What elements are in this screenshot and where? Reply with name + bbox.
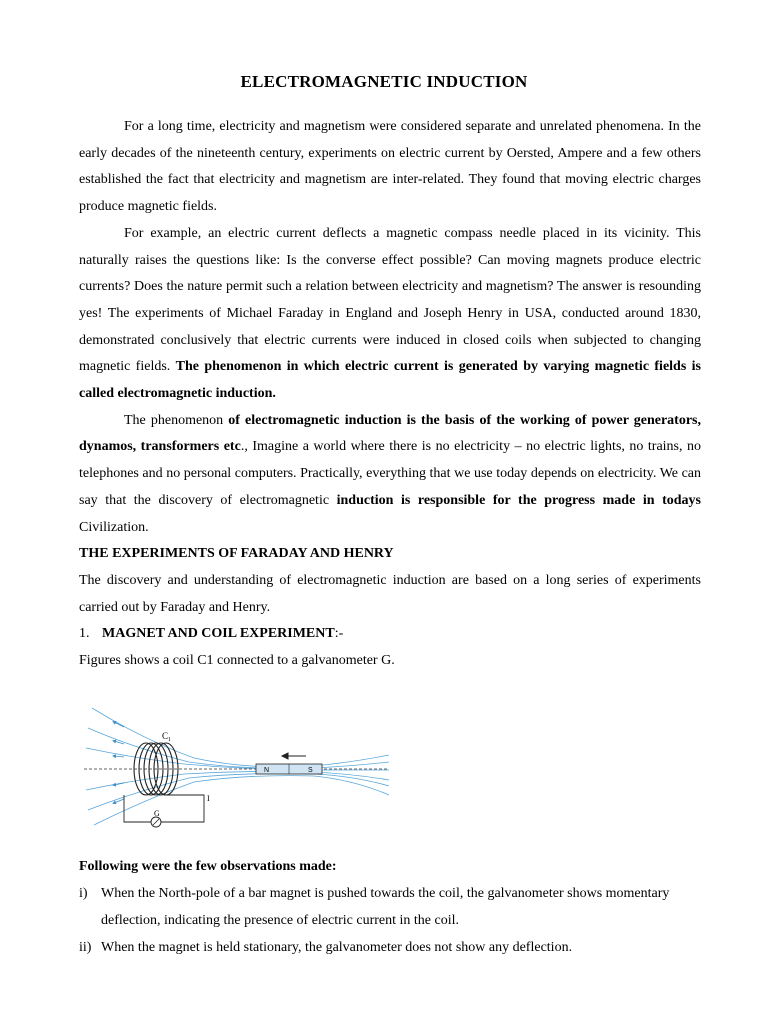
applications-bold-d: induction is responsible for the progress made in todays <box>336 492 701 508</box>
list-marker: ii) <box>79 940 92 955</box>
definition-bold: The phenomenon in which electric current is generated by varying magnetic fields is called electromagnetic induction. <box>79 359 701 402</box>
page-title: ELECTROMAGNETIC INDUCTION <box>240 72 528 91</box>
field-arrows <box>114 722 124 803</box>
coil-label: $C_1$ <box>162 731 172 743</box>
body-text <box>79 114 701 675</box>
paragraph-applications <box>79 408 701 542</box>
applications-bold-a: of electromagnetic induction is the basis of the working of power generators, dynamos, transformers etc <box>79 412 701 455</box>
list-marker: i) <box>79 886 88 901</box>
observations-heading: Following were the few observations made: <box>79 859 337 874</box>
current-label: I <box>207 794 210 803</box>
paragraph-figure-intro: Figures shows a coil C1 connected to a galvanometer G. <box>79 653 395 669</box>
observations-section <box>79 853 701 961</box>
paragraph-example <box>79 221 701 408</box>
galvanometer-label: G <box>154 809 160 818</box>
circuit-wires <box>124 795 204 822</box>
section-heading-experiments: THE EXPERIMENTS OF FARADAY AND HENRY <box>79 546 394 562</box>
paragraph-example-text: For example, an electric current deflects a magnetic compass needle placed in its vicinity. This naturally raises the questions like: Is the converse effect possible? Can moving magnets produce electric currents? Does the nature permit such a relation between electricity and magnetism? The answer is resounding yes! The experiments of Michael Faraday in England and Joseph Henry in USA, conducted around 1830, demonstrated conclusively that electric currents were induced in closed coils when subjected to changing magnetic fields. <box>79 225 701 375</box>
paragraph-discovery: The discovery and understanding of electromagnetic induction are based on a long series of experiments carried out by Faraday and Henry. <box>79 572 701 615</box>
section-heading-magnet-coil <box>79 621 701 648</box>
applications-text-a: The phenomenon <box>124 412 229 428</box>
list-item <box>79 934 701 961</box>
section-number: 1. <box>79 626 90 642</box>
list-item-text: When the North-pole of a bar magnet is pushed towards the coil, the galvanometer shows momentary deflection, indicating the presence of electric current in the coil. <box>101 886 670 928</box>
list-item <box>79 880 701 934</box>
magnet-coil-figure <box>84 700 394 830</box>
paragraph-intro: For a long time, electricity and magnetism were considered separate and unrelated phenomena. In the early decades of the nineteenth century, experiments on electric current by Oersted, Ampere and a few others established the fact that electricity and magnetism are inter-related. They found that moving electric charges produce magnetic fields. <box>79 119 701 215</box>
section-suffix: :- <box>334 626 344 642</box>
bar-magnet <box>256 764 322 774</box>
motion-arrow-icon <box>282 753 306 759</box>
magnet-north-label: N <box>264 767 270 774</box>
list-item-text: When the magnet is held stationary, the galvanometer does not show any deflection. <box>101 940 573 955</box>
applications-text-c: ., Imagine a world where there is no electricity – no electric lights, no trains, no telephones and no personal computers. Practically, everything that we use today depends on electricity. We can say that the discovery of electromagnetic <box>79 439 702 508</box>
section-title: MAGNET AND COIL EXPERIMENT <box>102 626 335 642</box>
applications-text-e: Civilization. <box>79 519 149 535</box>
magnet-south-label: S <box>308 767 313 774</box>
field-lines <box>86 708 389 825</box>
